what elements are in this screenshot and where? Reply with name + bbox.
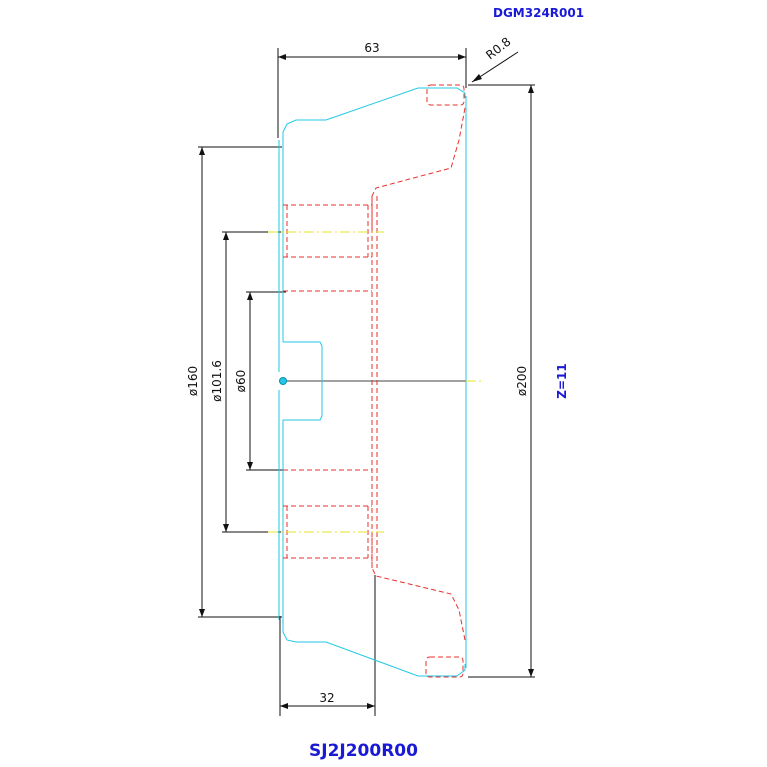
drawing-number: DGM324R001 bbox=[493, 6, 585, 20]
dimension-hub-width: 32 bbox=[319, 691, 335, 705]
dimension-width-overall: 63 bbox=[364, 41, 380, 55]
dimension-diameter-160: ø160 bbox=[186, 365, 200, 397]
tooth-count: Z=11 bbox=[555, 363, 569, 399]
dimension-lines bbox=[198, 48, 535, 716]
dimension-bore-diameter: ø60 bbox=[234, 369, 248, 393]
center-lines bbox=[268, 232, 482, 532]
part-number: SJ2J200R00 bbox=[309, 741, 418, 761]
dimension-diameter-101-6: ø101.6 bbox=[210, 360, 224, 402]
dimension-corner-radius: R0.8 bbox=[483, 34, 514, 63]
dimension-outer-diameter: ø200 bbox=[515, 365, 529, 397]
axis-center-marker bbox=[280, 378, 287, 385]
